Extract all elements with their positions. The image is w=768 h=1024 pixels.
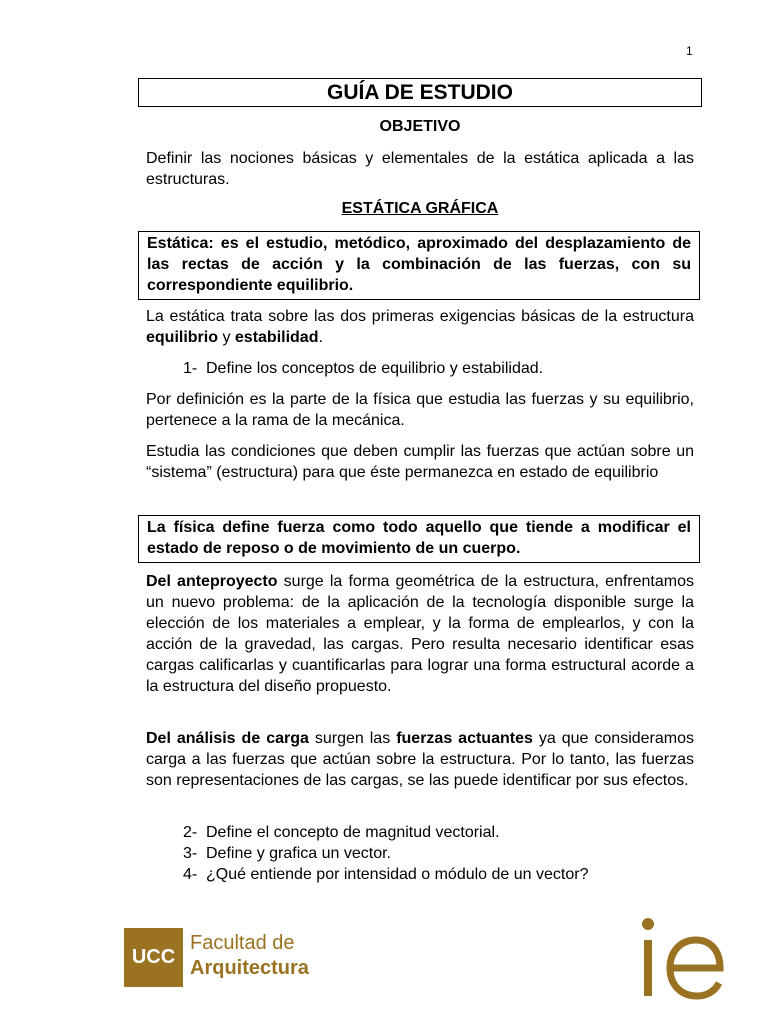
section-heading — [138, 200, 702, 218]
question-1 — [183, 358, 543, 379]
page-title: GUÍA DE ESTUDIO — [138, 78, 702, 107]
question-4 — [183, 864, 588, 885]
question-1-number: 1- — [183, 360, 198, 377]
paragraph-exigencias — [146, 306, 694, 348]
question-1-text: Define los conceptos de equilibrio y estabilidad. — [206, 360, 544, 377]
p4-bold: Del anteproyecto — [146, 573, 278, 590]
ucc-logo: UCC — [124, 928, 183, 987]
p5-text-a: surgen las — [308, 730, 397, 747]
force-definition-text: La física define fuerza como todo aquello que tiende a modificar el estado de reposo o de movimiento de un cuerpo. — [147, 519, 691, 557]
paragraph-analisis-carga — [146, 728, 694, 791]
question-4-text: ¿Qué entiende por intensidad o módulo de un vector? — [206, 866, 589, 883]
p5-bold-fuerzas: fuerzas actuantes — [396, 730, 533, 747]
question-3 — [183, 843, 391, 864]
p1-text-d: . — [318, 329, 323, 346]
definition-box — [138, 231, 700, 300]
page-number: 1 — [686, 44, 693, 58]
section-heading-text: ESTÁTICA GRÁFICA — [341, 200, 499, 217]
p1-text-a: La estática trata sobre las dos primeras exigencias básicas de la estructura — [146, 308, 694, 325]
ie-logo-icon — [636, 910, 726, 1000]
force-definition-box — [138, 515, 700, 563]
definition-text: Estática: es el estudio, metódico, aproximado del desplazamiento de las rectas de acción y la combinación de las fuerzas, con su correspondiente equilibrio. — [147, 235, 691, 294]
question-3-text: Define y grafica un vector. — [206, 845, 391, 862]
question-4-number: 4- — [183, 866, 198, 883]
question-2-number: 2- — [183, 824, 198, 841]
paragraph-anteproyecto — [146, 571, 694, 697]
p5-text-rest: ya que consideramos carga a las fuerzas que actúan sobre la estructura. Por lo tanto, las fuerzas son representaciones de las cargas, se las puede identificar por sus efectos. — [146, 730, 695, 789]
objective-heading: OBJETIVO — [379, 118, 461, 135]
question-3-number: 3- — [183, 845, 198, 862]
p1-text-c: y — [218, 329, 235, 346]
question-2-text: Define el concepto de magnitud vectorial. — [206, 824, 500, 841]
paragraph-condiciones: Estudia las condiciones que deben cumplir las fuerzas que actúan sobre un “sistema” (estructura) para que éste permanezca en estado de equilibrio — [146, 443, 694, 481]
p5-bold-analisis: Del análisis de carga — [146, 730, 309, 747]
faculty-name-line2: Arquitectura — [190, 957, 309, 979]
question-2 — [183, 822, 500, 843]
p4-text: surge la forma geométrica de la estructura, enfrentamos un nuevo problema: de la aplicación de la tecnología disponible surge la elección de los materiales a emplear, y la forma de emplearlos, y con la acción de la gravedad, las cargas. Pero resulta necesario identificar esas cargas calificarlas y cuantificarlas para lograr una forma estructural acorde a la estructura del diseño propuesto. — [146, 573, 694, 695]
paragraph-definicion: Por definición es la parte de la física que estudia las fuerzas y su equilibrio, pertenece a la rama de la mecánica. — [146, 391, 694, 429]
objective-text: Definir las nociones básicas y elementales de la estática aplicada a las estructuras. — [146, 150, 694, 188]
faculty-name-line1: Facultad de — [190, 932, 295, 954]
p1-bold-estabilidad: estabilidad — [234, 329, 319, 346]
p1-bold-equilibrio: equilibrio — [146, 329, 218, 346]
